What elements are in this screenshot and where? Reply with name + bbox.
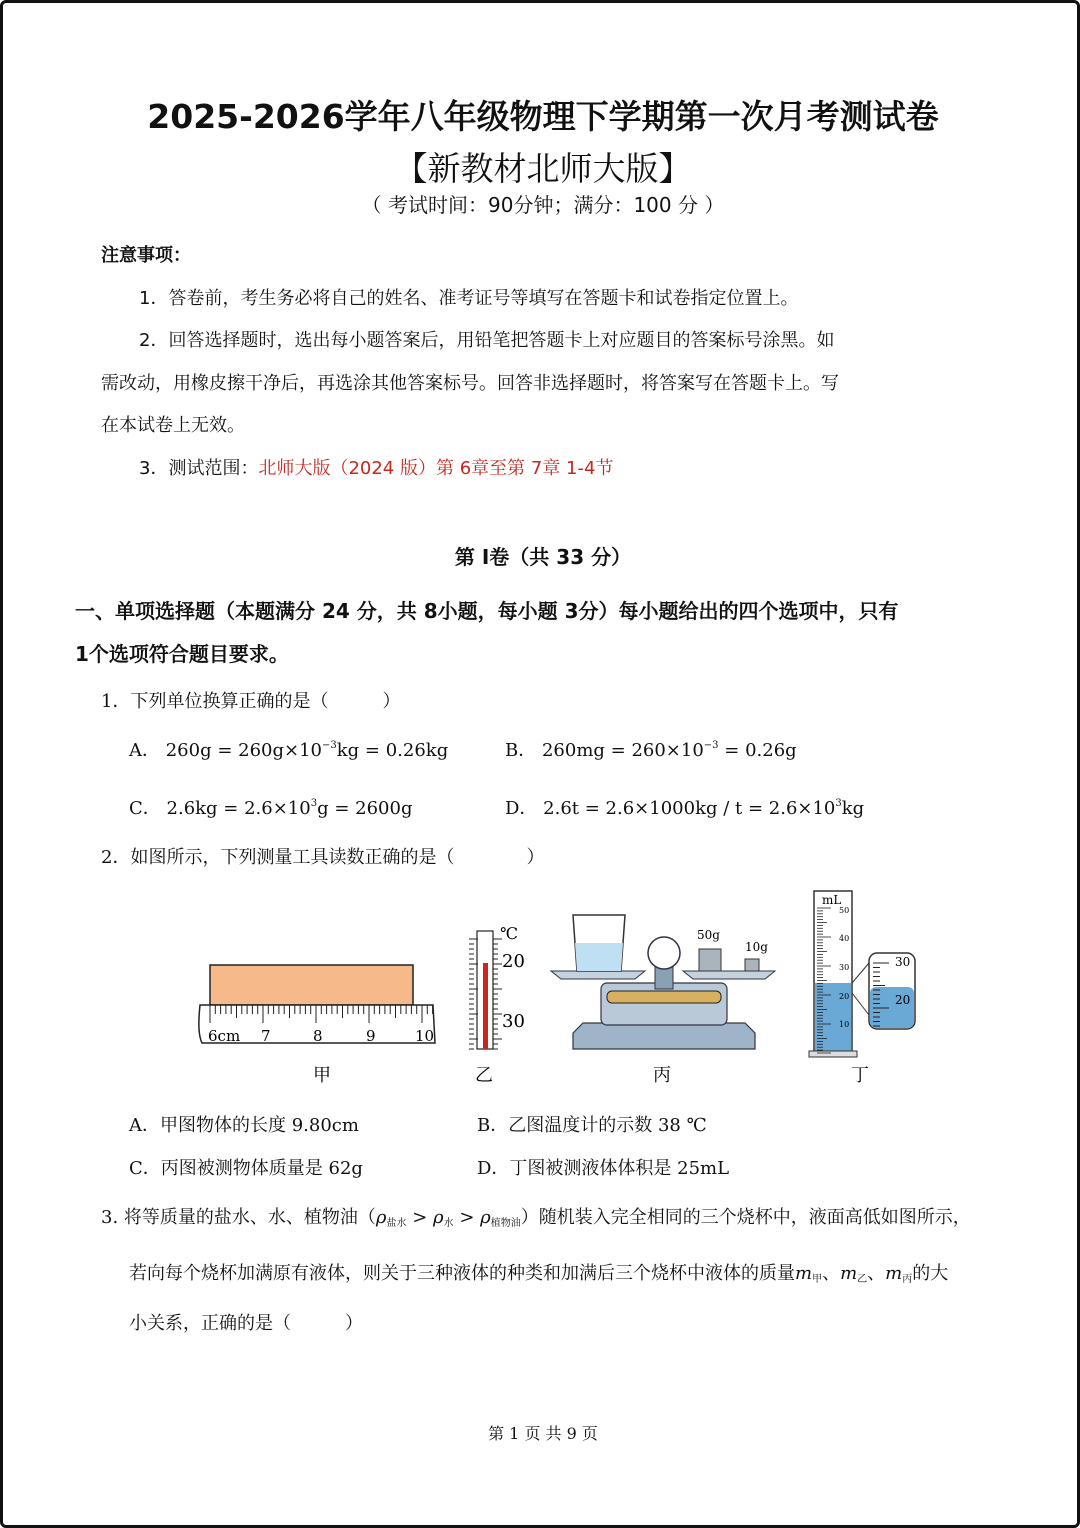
m-jia-symbol: m — [795, 1263, 813, 1284]
rho-water-symbol: ρ — [433, 1207, 444, 1228]
balance-figure — [551, 915, 775, 1086]
cylinder-label-40: 40 — [839, 934, 850, 943]
q1-option-d-text-2: kg — [841, 798, 865, 819]
zoom-label-30: 30 — [895, 955, 911, 969]
ruler-label-10: 10 — [415, 1027, 435, 1045]
q1-option-d-exponent: 3 — [835, 798, 842, 809]
figure-label-bing: 丙 — [653, 1065, 671, 1086]
cylinder-label-30: 30 — [839, 963, 850, 972]
question-3-line-1 — [101, 1203, 971, 1229]
measured-block — [210, 965, 413, 1005]
q1-option-a-text-1: 260g = 260g×10 — [165, 740, 323, 761]
section-title: 第 Ⅰ卷（共 33 分） — [454, 545, 632, 569]
zoom-label-20: 20 — [895, 993, 911, 1007]
balance-beam — [607, 991, 721, 1003]
thermometer-label-20: 20 — [502, 951, 525, 972]
figure-label-ding: 丁 — [851, 1065, 869, 1086]
q1-option-b-exponent: −3 — [703, 740, 719, 751]
zoom-lines — [852, 963, 869, 1015]
notice-item-3 — [139, 454, 613, 480]
question-2-stem: 2．如图所示，下列测量工具读数正确的是（ ） — [101, 847, 545, 868]
test-range: 北师大版（2024 版）第 6章至第 7章 1-4节 — [258, 458, 614, 479]
exam-title: 2025-2026学年八年级物理下学期第一次月考测试卷 — [147, 97, 939, 136]
q3-line-2-start: 若向每个烧杯加满原有液体，则关于三种液体的种类和加满后三个烧杯中液体的质量 — [129, 1263, 795, 1284]
balance-base — [573, 1023, 755, 1049]
notice-item-2-line-3: 在本试卷上无效。 — [101, 415, 245, 436]
q1-option-a-exponent: −3 — [322, 740, 337, 751]
gt-1: > — [406, 1207, 434, 1228]
ruler-label-7: 7 — [261, 1027, 271, 1045]
ruler-label-8: 8 — [313, 1027, 323, 1045]
q1-option-d-text-1: 2.6t = 2.6×1000kg / t = 2.6×10 — [543, 798, 836, 819]
q2-option-c: C．丙图被测物体质量是 62g — [129, 1158, 363, 1179]
thermometer-unit: ℃ — [500, 924, 518, 943]
measuring-tools-figure — [3, 883, 1080, 1093]
m-yi-symbol: m — [840, 1263, 858, 1284]
notice-heading: 注意事项： — [101, 245, 191, 266]
q1-option-a — [129, 736, 448, 762]
q1-option-d — [505, 794, 864, 820]
thermometer-label-30: 30 — [502, 1011, 525, 1032]
q2-option-d: D．丁图被测液体体积是 25mL — [477, 1158, 730, 1179]
q1-option-c-exponent: 3 — [310, 798, 318, 809]
cylinder-figure — [809, 891, 915, 1086]
notice-item-2-line-1: 2．回答选择题时，选出每小题答案后，用铅笔把答题卡上对应题目的答案标号涂黑。如 — [139, 330, 835, 351]
notice-item-3-prefix: 3．测试范围： — [139, 458, 259, 479]
sep-1: 、 — [822, 1263, 841, 1284]
q1-option-b-text-1: 260mg = 260×10 — [541, 740, 704, 761]
question-1-stem: 1．下列单位换算正确的是（ ） — [101, 691, 401, 712]
ruler-figure — [199, 965, 435, 1086]
part-heading-line-1: 一、单项选择题（本题满分 24 分，共 8小题，每小题 3分）每小题给出的四个选项中，只有 — [75, 599, 899, 623]
cylinder-unit: mL — [822, 893, 842, 907]
m-bing-symbol: m — [885, 1263, 903, 1284]
weight-50g — [699, 949, 721, 971]
question-3-line-3: 小关系，正确的是（ ） — [129, 1313, 363, 1334]
gt-2: > — [453, 1207, 481, 1228]
rho-oil-subscript: 植物油 — [490, 1218, 521, 1229]
weight-10g — [745, 959, 759, 971]
q3-line-1-start: 3. 将等质量的盐水、水、植物油（ — [101, 1207, 376, 1228]
rho-salt-symbol: ρ — [375, 1207, 387, 1228]
ruler-label-9: 9 — [366, 1027, 376, 1045]
thermometer-liquid — [483, 963, 488, 1049]
left-pan — [551, 971, 645, 979]
m-bing-subscript: 丙 — [902, 1274, 913, 1285]
m-yi-subscript: 乙 — [857, 1274, 868, 1285]
rho-oil-symbol: ρ — [480, 1207, 491, 1228]
q1-option-b-text-2: = 0.26g — [718, 740, 797, 761]
cylinder-label-20: 20 — [839, 992, 850, 1001]
q1-option-d-label: D． — [505, 798, 538, 819]
q1-option-a-text-2: kg = 0.26kg — [336, 740, 449, 761]
q2-option-a: A．甲图物体的长度 9.80cm — [129, 1115, 359, 1136]
exam-subtitle: 【新教材北师大版】 — [394, 149, 692, 188]
exam-meta: （ 考试时间：90分钟；满分：100 分 ） — [361, 193, 725, 217]
notice-item-1: 1．答卷前，考生务必将自己的姓名、准考证号等填写在答题卡和试卷指定位置上。 — [139, 288, 799, 309]
page-footer: 第 1 页 共 9 页 — [488, 1424, 598, 1443]
cylinder-label-50: 50 — [839, 906, 850, 915]
beaker-liquid — [575, 943, 623, 971]
weight-10g-label: 10g — [745, 940, 768, 954]
weight-50g-label: 50g — [697, 928, 720, 942]
q1-option-c-label: C． — [129, 798, 161, 819]
part-heading-line-2: 1个选项符合题目要求。 — [75, 642, 289, 666]
q1-option-c-text-2: g = 2600g — [317, 798, 413, 819]
cylinder-label-10: 10 — [839, 1020, 850, 1029]
q1-option-c — [129, 794, 412, 820]
q1-option-b-label: B． — [505, 740, 537, 761]
m-jia-subscript: 甲 — [812, 1274, 823, 1285]
question-3-line-2 — [129, 1259, 948, 1285]
rho-water-subscript: 水 — [443, 1218, 454, 1229]
figure-label-yi: 乙 — [475, 1065, 493, 1086]
q1-option-c-text-1: 2.6kg = 2.6×10 — [166, 798, 311, 819]
thermometer-figure — [469, 924, 525, 1086]
cylinder-base — [809, 1051, 857, 1057]
q3-line-2-end: 的大 — [912, 1263, 949, 1284]
notice-item-2-line-2: 需改动，用橡皮擦干净后，再选涂其他答案标号。回答非选择题时，将答案写在答题卡上。写 — [101, 373, 839, 394]
q1-option-b — [505, 736, 797, 762]
q3-line-1-end: ）随机装入完全相同的三个烧杯中，液面高低如图所示， — [520, 1207, 971, 1228]
rho-salt-subscript: 盐水 — [386, 1218, 407, 1229]
right-pan — [683, 971, 775, 979]
figure-label-jia: 甲 — [313, 1065, 331, 1086]
q1-option-a-label: A． — [129, 740, 160, 761]
q2-option-b: B．乙图温度计的示数 38 ℃ — [477, 1115, 707, 1136]
ruler-label-6cm: 6cm — [208, 1027, 241, 1045]
sep-2: 、 — [867, 1263, 886, 1284]
balance-dial — [648, 937, 680, 969]
